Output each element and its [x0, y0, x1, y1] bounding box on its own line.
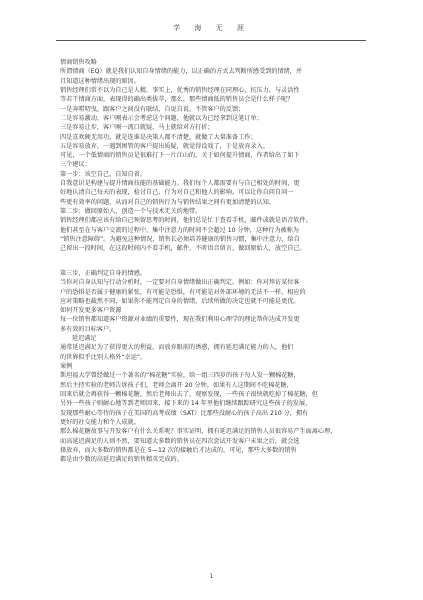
text-line: 然后主持实验的老师告诉孩子们，老师会离开 20 分钟，如果有人这期间不吃棉花糖，	[60, 381, 293, 389]
text-line: 回来后就会再获得一颗棉花糖，然后老师出去了，观察发现，一些孩子很快就吃掉了棉花糖，但	[60, 390, 318, 398]
text-line: 每一位销售都知道客户资源对业绩的重要性，现在我们利用心理学的理论帮你达成开发更	[60, 316, 300, 324]
text-line	[60, 260, 366, 269]
text-line: 应对策略也截然不同，如果你不能判定自身的情绪，后续所做的决定也就不可能是更优。	[60, 297, 300, 305]
text-line: 通常延迟满足为了获得更大的利益，而放弃眼前的诱惑，拥有延迟满足能力的人，他们	[60, 344, 294, 352]
text-line: 他们甚至在与客户交流的过程中，集中注意力的时间不会超过 10 分钟，这种行为被称为	[60, 226, 299, 234]
text-line: 己留出一段时间，在这段时间内不看手机，邮件，不听语音留言，做回原始人，放空自己。	[60, 245, 306, 253]
text-line: “销售注意障碍”。为避免这种情况，销售长必须培养健康的销售习惯，集中注意力，给自	[60, 235, 300, 243]
text-line: 更好的社交能力和个人成就。	[60, 418, 140, 426]
text-line: 等若干情商方面，表现得的确出类拔萃，那么，那些情商低的销售员会是什么样子呢？	[60, 96, 294, 104]
text-line: 些更有效率的问题，从而对自己的销售行为与销售结果之间有更加清楚的认知。	[60, 198, 275, 206]
document-body	[60, 58, 366, 464]
text-line: 第一步：该空自己，自知自省。	[60, 170, 146, 178]
text-line: 斯坦福大学曾经做过一个著名的“棉花糖”实验，给一组三四岁的孩子每人发一颗棉花糖，	[60, 372, 300, 380]
text-line: 销售经理们都应该有给自己预留思考的时间，他们总是忙于查看手机，邮件或就是语音软件。	[60, 217, 312, 225]
text-line: 延迟满足	[72, 335, 97, 343]
text-line: 户的恐惧是否属于健康的紧张，有可能是恐惧，有可能是对外部环境的无法不一样，相应的	[60, 288, 306, 296]
text-line: 四是喜欢硬无用功，就是连谁是决策人都不清楚，就做了大量准备工作；	[60, 133, 257, 141]
text-line: 多有效的目标客户。	[60, 325, 116, 333]
header-divider	[56, 40, 366, 41]
text-line: 那么棉花糖故事与开发客户有什么关系呢？事实证明，拥有延迟满足的销售人员很容易产生面离心理，	[60, 428, 337, 436]
text-line: 如何开发更多客户资源	[60, 307, 122, 315]
text-line: 第二步：做回原始人，创造一个与技术无关的地带。	[60, 208, 202, 215]
text-line: 另外一些孩子则耐心地等到老师回来，接下来的 14 年里他们继续跟踪研究这些孩子的发展，	[60, 400, 312, 408]
text-line: 五是容易放弃，一遇到困管的客户提出质疑，就觉得没戏了，于是放弃录入。	[60, 142, 269, 150]
text-line: 自我意识是构建与提升情商技能的基础能力。我们每个人都需要有与自己相处的时间，更	[60, 180, 300, 188]
text-line: 而高延迟满足的人则不然，要知道大多数的销售员在四次尝试开发客户未果之后，就会选	[60, 437, 300, 445]
text-line: 都是由少数的高延迟满足的销售精英完成的。	[60, 456, 183, 464]
text-line: 三个建议：	[60, 161, 91, 169]
text-line: 情商销售攻略	[60, 59, 97, 66]
page-number: 1	[209, 573, 214, 580]
text-line: 且知道这种情绪出现的原因。	[60, 77, 140, 85]
text-line: 三是容易让步，客户刚一流口就疑，马上就给对方打折；	[60, 124, 214, 132]
text-line: 的世界似乎比别人格外“幸运”。	[60, 353, 147, 361]
text-line: 所谓情商（EQ）就是我们认知自身情绪的能力，以正确的方式去判断所感受到的情绪，并	[60, 68, 303, 76]
text-line: 一是奔唠叨曳，跟客户之间没有联结，自说自说，不管客户的反馈；	[60, 105, 245, 113]
text-line: 发现那些耐心等待的孩子在美国的高考成绩（SAT）比那些没耐心的孩子高出 210 分，拥有	[60, 409, 309, 417]
text-line: 销售经理们常不以为自己是人精，事实上，优秀的销售经理在同理心、抗压力、与灵活性	[60, 86, 300, 94]
text-line: 案例	[60, 363, 73, 370]
text-line: 当你对自身认知与行动分析时，一定要对自身情绪做出正确判定。例如：你对拜访某位客	[60, 279, 300, 287]
text-line: 好地认清自己每天的表现，检讨自己，行为对自己和他人的影响。可以让你自问自问一	[60, 189, 294, 197]
text-line: 第三步，正确判定自身的情感。	[60, 269, 146, 277]
text-line: 可见，一个低情商的销售员是很难打下一片江山的，关于如何提升情商，作者给出了如下	[60, 152, 300, 160]
text-line: 二是容易激动，客户刚表示会考虑这个问题，他就以为已经拿到这笔订单；	[60, 114, 263, 122]
text-line: 择放弃，而大多数的销售都是在 5—12 次的接触后才达成的，可见，那些大多数的销售	[60, 446, 297, 454]
page-header-title: 学 海 无 涯	[173, 24, 250, 32]
